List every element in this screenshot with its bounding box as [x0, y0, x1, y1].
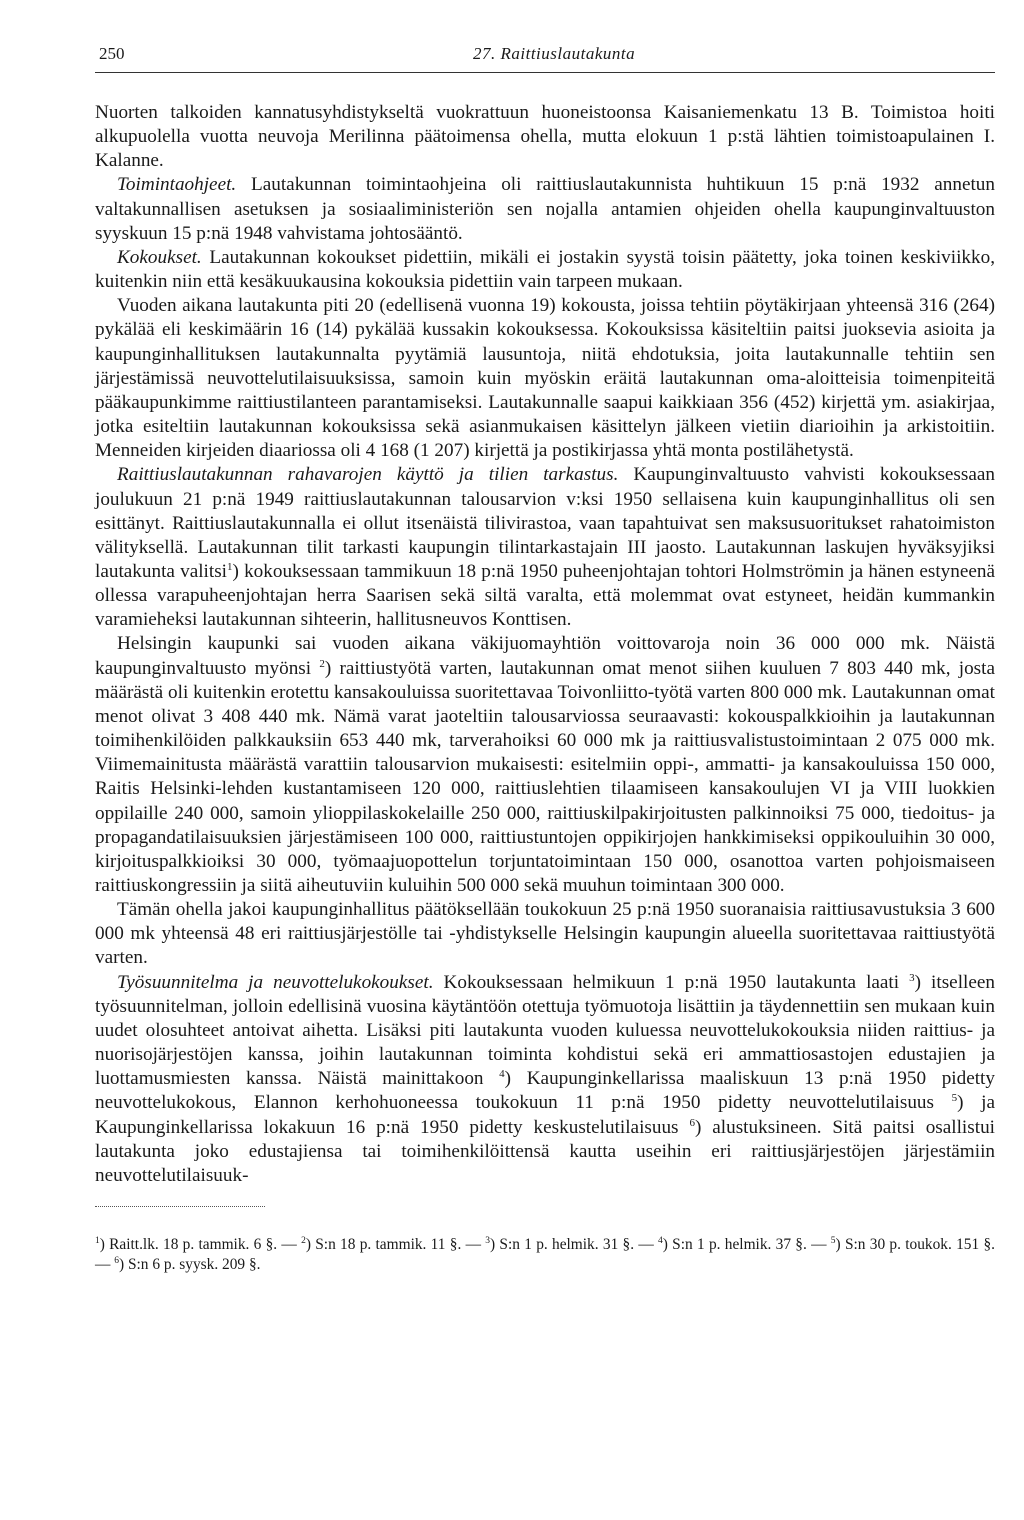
paragraph-text: Nuorten talkoiden kannatusyhdistykseltä vuokrattuun huoneistoonsa Kaisaniemenkatu 13 B. Toimistoa hoiti alkupuolella vuotta neuvoja Merilinna päätoimensa ohella, mutta elokuun 1 p:stä lähtien toimistoapulainen I. Kalanne. [95, 102, 995, 172]
document-page [95, 40, 995, 1275]
footnote-ref: 6 [689, 1116, 695, 1129]
footnote-text: ) S:n 6 p. syysk. 209 §. [119, 1256, 261, 1274]
paragraph-funds [95, 632, 995, 898]
paragraph-text: ) raittiustyötä varten, lautakunnan omat menot siihen kuuluen 7 803 440 mk, josta määrästä oli kuitenkin erotettu kansakouluissa suoritettavaa Toivonliitto-työtä varten 800 000 mk. Lautakunnan omat menot olivat 3 408 440 mk. Nämä varat jaoteltiin talousarviossa seuraavasti: kokouspalkkioihin ja lautakunnan toimihenkilöiden palkkauksiin 653 440 mk, tarverahoiksi 60 000 mk ja raittiusvalistustoimintaan 2 075 000 mk. Viimemainitusta määrästä varattiin talousarvion mukaisesti: esitelmiin oppi-, ammatti- ja kansakouluissa 150 000, Raitis Helsinki-lehden kustantamiseen 120 000, raittiuslehtien tilaamiseen kansakoulujen VI ja VIII luokkien oppilaille 240 000, samoin ylioppilaskokelaille 250 000, raittiuskilpakirjoitusten palkinnoiksi 75 000, tiedoitus- ja propagandatilaisuuksien järjestämiseen 100 000, raittiustuntojen oppikirjojen hankkimiseksi oppikouluihin 30 000, kirjoituspalkkioiksi 30 000, työmaajuopottelun torjuntatoimintaan 150 000, osanottoa varten pohjoismaiseen raittiuskongressiin ja siitä aiheutuviin kuluihin 500 000 sekä muuhun toimintaan 300 000. [95, 657, 995, 896]
paragraph-meetings [95, 246, 995, 294]
footnote-ref: 1 [227, 560, 233, 573]
footnote-ref: 5 [951, 1092, 958, 1105]
section-heading: Kokoukset. [117, 246, 202, 268]
section-heading: Toimintaohjeet. [117, 174, 237, 196]
page-number: 250 [99, 44, 125, 63]
section-heading: Raittiuslautakunnan rahavarojen käyttö ja tilien tarkastus. [117, 464, 619, 486]
paragraph-text: Lautakunnan toimintaohjeina oli raittiuslautakunnista huhtikuun 15 p:nä 1932 annetun valtakunnallisen asetuksen ja sosiaaliministeriön sen nojalla antamien ohjeiden ohella kaupunginvaltuuston syyskuun 15 p:nä 1948 vahvistama johtosääntö. [95, 174, 995, 244]
footnote-number: 2 [301, 1236, 306, 1247]
paragraph-text: Kokouksessaan helmikuun 1 p:nä 1950 lautakunta laati [433, 971, 910, 993]
paragraph-office [95, 101, 995, 173]
paragraph-text: ) Kaupunginkellarissa maaliskuun 13 p:nä 1950 pidetty neuvottelukokous, Elannon kerhohuoneessa toukokuun 11 p:nä 1950 pidetty neuvottelutilaisuus [95, 1068, 995, 1114]
section-heading: Työsuunnitelma ja neuvottelukokoukset. [117, 971, 434, 993]
paragraph-work-plan [95, 971, 995, 1188]
body-text [95, 101, 995, 1188]
paragraph-finances [95, 463, 995, 632]
footnote-text: ) S:n 1 p. helmik. 37 §. — [662, 1236, 831, 1254]
paragraph-text: Lautakunnan kokoukset pidettiin, mikäli ei jostakin syystä toisin päätetty, joka toinen keskiviikko, kuitenkin niin että kesäkuukausina kokouksia pidettiin vain tarpeen mukaan. [95, 246, 995, 293]
paragraph-text: Vuoden aikana lautakunta piti 20 (edellisenä vuonna 19) kokousta, joissa tehtiin pöytäkirjaan yhteensä 316 (264) pykälää eli keskimäärin 16 (14) pykälää kussakin kokouksessa. Kokouksissa käsiteltiin paitsi juoksevia asioita ja kaupunginhallituksen lautakunnalta pyytämiä lausuntoja, niitä ehdotuksia, joita lautakunnalle tehtiin sen järjestämissä neuvottelutilaisuuksissa, samoin kuin myöskin eräitä lautakunnan oma-aloitteisia toimenpiteitä pääkaupunkimme raittiustilanteen parantamiseksi. Lautakunnalle saapui kaikkiaan 356 (452) kirjettä ym. asiakirjaa, jotka esiteltiin lautakunnan kokouksissa sekä asianmukaisen käsittelyn jälkeen vietiin diarioihin ja arkistoitiin. Menneiden kirjeiden diaariossa oli 4 168 (1 207) kirjettä ja postikirjassa yhtä monta postilähetystä. [95, 295, 995, 462]
footnote-number: 1 [95, 1236, 100, 1247]
footnote-text: ) S:n 1 p. helmik. 31 §. — [490, 1236, 659, 1254]
paragraph-text: ) itselleen työsuunnitelman, jolloin edellisinä vuosina käytäntöön otettuja työmuotoja lisättiin ja täydennettiin sen mukaan kuin uudet olosuhteet antoivat aihetta. Lisäksi piti lautakunta vuoden kuluessa neuvottelukokouksia niiden raittius- ja nuorisojärjestöjen kanssa, joihin lautakunnan toiminta kohdistui sekä eri ammattiosastojen edustajien ja luottamusmiesten kanssa. Näistä mainittakoon [95, 971, 995, 1090]
footnote-number: 5 [830, 1236, 836, 1247]
running-title: 27. Raittiuslautakunta [473, 44, 636, 63]
footnote-text: ) S:n 30 p. toukok. 151 §. — [95, 1236, 996, 1274]
paragraph-meeting-stats [95, 294, 995, 463]
footnote-number: 3 [485, 1236, 491, 1247]
paragraph-text: Helsingin kaupunki sai vuoden aikana väkijuomayhtiön voittovaroja noin 36 000 000 mk. Näistä kaupunginvaltuusto myönsi [95, 633, 995, 679]
footnote-number: 6 [114, 1256, 119, 1267]
footnote-number: 4 [658, 1236, 663, 1247]
paragraph-grants [95, 898, 995, 970]
paragraph-text: ) alustuksineen. Sitä paitsi osallistui lautakunta joko edustajiensa tai toimihenkilöittensä kautta useihin eri raittiusjärjestöjen järjestämiin neuvottelutilaisuuk- [95, 1116, 995, 1186]
footnotes [95, 1235, 995, 1275]
page-header [95, 40, 995, 73]
paragraph-guidelines [95, 173, 995, 245]
paragraph-text: ) kokouksessaan tammikuun 18 p:nä 1950 puheenjohtajan tohtori Holmströmin ja hänen estyneenä ollessa varapuheenjohtajan herra Saarisen sekä siltä varalta, että molemmat ovat estyneet, heidän kummankin varamieheksi lautakunnan sihteerin, hallitusneuvos Konttisen. [95, 560, 995, 631]
footnote-ref: 3 [909, 971, 915, 984]
paragraph-text: ) ja Kaupunginkellarissa lokakuun 16 p:nä 1950 pidetty keskustelutilaisuus [95, 1092, 995, 1138]
footnote-text: ) S:n 18 p. tammik. 11 §. — [305, 1236, 486, 1254]
footnote-ref: 4 [499, 1068, 505, 1081]
footnote-text: ) Raitt.lk. 18 p. tammik. 6 §. — [99, 1236, 302, 1254]
footnote-divider [95, 1206, 265, 1207]
footnote-ref: 2 [319, 657, 325, 670]
paragraph-text: Tämän ohella jakoi kaupunginhallitus päätöksellään toukokuun 25 p:nä 1950 suoranaisia raittiusavustuksia 3 600 000 mk yhteensä 48 eri raittiusjärjestölle tai -yhdistykselle Helsingin kaupungin alueella suoritettavaa raittiustyötä varten. [95, 899, 995, 969]
paragraph-text: Kaupunginvaltuusto vahvisti kokouksessaan joulukuun 21 p:nä 1949 raittiuslautakunnan talousarvion v:ksi 1950 sellaisena kuin kaupunginhallitus oli sen esittänyt. Raittiuslautakunnalla ei ollut itsenäistä tilivirastoa, vaan tapahtuivat sen maksusuoritukset rahatoimiston välityksellä. Lautakunnan tilit tarkasti kaupungin tilintarkastajain III jaosto. Lautakunnan laskujen hyväksyjiksi lautakunta valitsi [95, 464, 995, 582]
